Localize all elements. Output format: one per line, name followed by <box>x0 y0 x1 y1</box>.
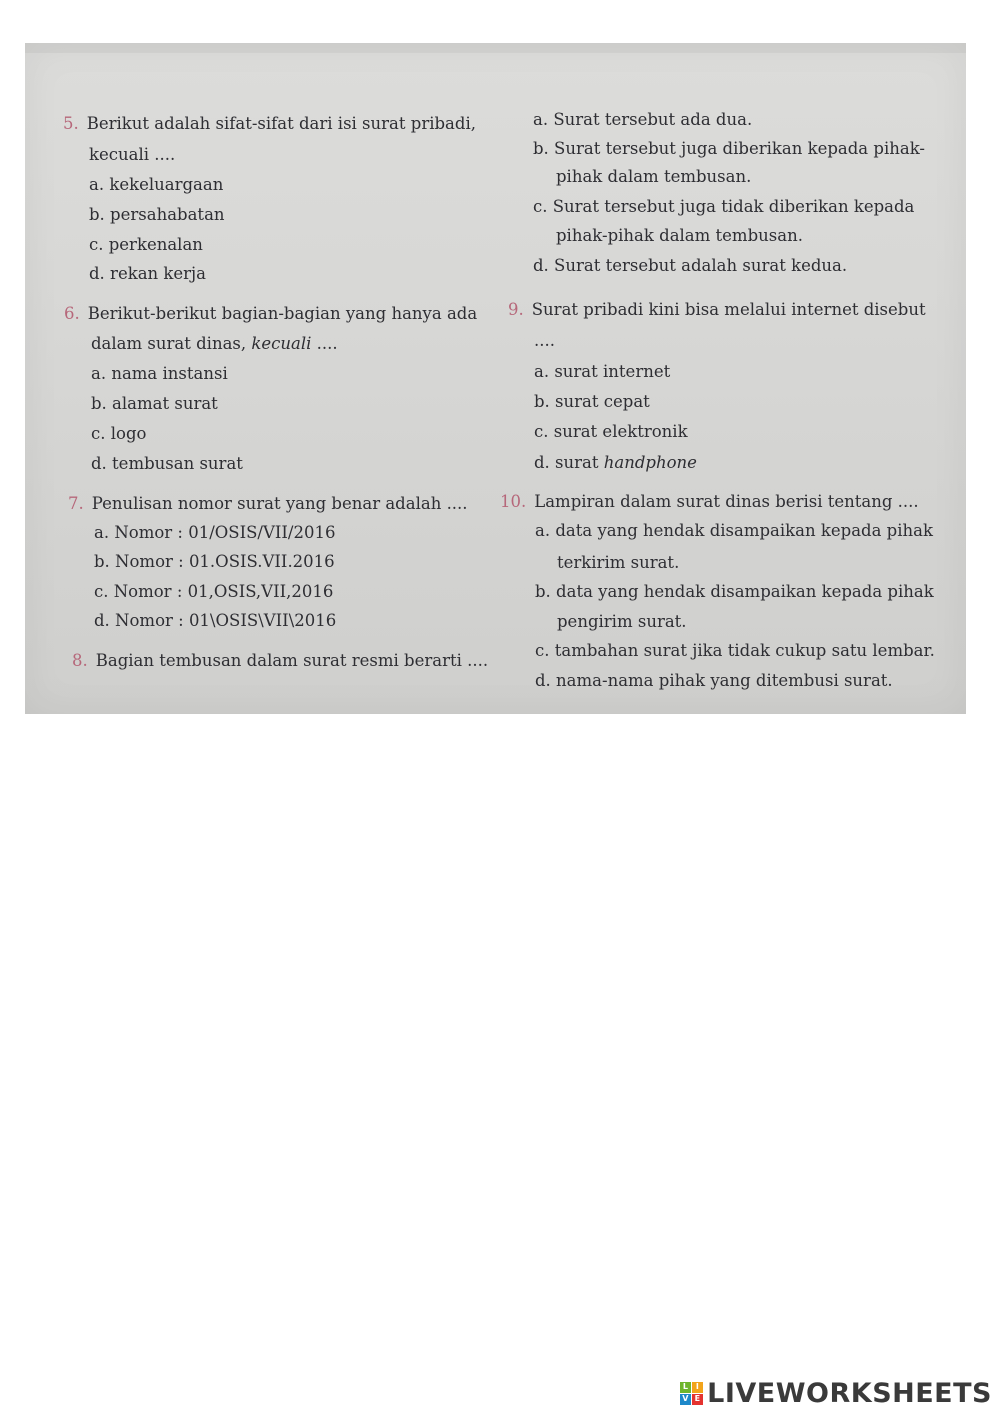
question-8-option-a: a. Surat tersebut ada dua. <box>533 110 753 129</box>
question-5-option-a: a. kekeluargaan <box>89 175 224 194</box>
question-6-option-b: b. alamat surat <box>91 394 218 413</box>
question-8-option-c-cont: pihak-pihak dalam tembusan. <box>556 226 803 245</box>
question-5-option-c: c. perkenalan <box>89 235 203 254</box>
question-5-option-d: d. rekan kerja <box>89 264 207 283</box>
question-6-option-a: a. nama instansi <box>91 364 228 383</box>
question-9-option-b: b. surat cepat <box>534 392 650 411</box>
question-8-option-c: c. Surat tersebut juga tidak diberikan kepada <box>533 197 915 216</box>
question-10-number: 10. <box>500 492 527 511</box>
question-8-number: 8. <box>72 651 88 670</box>
question-8-option-d: d. Surat tersebut adalah surat kedua. <box>533 256 848 275</box>
question-6-option-c: c. logo <box>91 424 147 443</box>
question-10-option-b-cont: pengirim surat. <box>557 612 687 631</box>
question-7-option-c: c. Nomor : 01,OSIS,VII,2016 <box>94 582 334 601</box>
question-9-option-d: d. surat handphone <box>534 453 697 472</box>
question-8-stem: 8. Bagian tembusan dalam surat resmi berarti .... <box>72 651 489 670</box>
question-10-option-d: d. nama-nama pihak yang ditembusi surat. <box>535 671 893 690</box>
question-6-number: 6. <box>64 304 80 323</box>
question-9-option-c: c. surat elektronik <box>534 422 688 441</box>
liveworksheets-brand <box>680 1378 992 1408</box>
question-10-option-b: b. data yang hendak disampaikan kepada pihak <box>535 582 934 601</box>
question-6-stem-cont: dalam surat dinas, kecuali .... <box>91 334 338 353</box>
question-9-stem: 9. Surat pribadi kini bisa melalui internet disebut <box>508 300 926 319</box>
question-9-option-a: a. surat internet <box>534 362 671 381</box>
question-5-option-b: b. persahabatan <box>89 205 225 224</box>
question-8-option-b-cont: pihak dalam tembusan. <box>556 167 752 186</box>
question-6-option-d: d. tembusan surat <box>91 454 243 473</box>
question-9-stem-cont: .... <box>534 331 555 350</box>
question-10-option-c: c. tambahan surat jika tidak cukup satu lembar. <box>535 641 935 660</box>
question-7-option-b: b. Nomor : 01.OSIS.VII.2016 <box>94 552 335 571</box>
question-10-option-a-cont: terkirim surat. <box>557 553 680 572</box>
liveworksheets-name: LIVEWORKSHEETS <box>707 1377 992 1409</box>
question-5-stem: 5. Berikut adalah sifat-sifat dari isi surat pribadi, <box>63 114 476 133</box>
question-10-stem: 10. Lampiran dalam surat dinas berisi tentang .... <box>500 492 919 511</box>
question-5-stem-cont: kecuali .... <box>89 145 176 164</box>
question-9-number: 9. <box>508 300 524 319</box>
question-8-option-b: b. Surat tersebut juga diberikan kepada pihak- <box>533 139 925 158</box>
question-6-stem: 6. Berikut-berikut bagian-bagian yang hanya ada <box>64 304 478 323</box>
question-7-stem: 7. Penulisan nomor surat yang benar adalah .... <box>68 494 468 513</box>
question-5-number: 5. <box>63 114 79 133</box>
question-7-option-d: d. Nomor : 01\OSIS\VII\2016 <box>94 611 337 630</box>
question-10-option-a: a. data yang hendak disampaikan kepada pihak <box>535 521 933 540</box>
liveworksheets-logo-icon: L I V E <box>680 1382 703 1405</box>
question-7-option-a: a. Nomor : 01/OSIS/VII/2016 <box>94 523 336 542</box>
question-7-number: 7. <box>68 494 84 513</box>
